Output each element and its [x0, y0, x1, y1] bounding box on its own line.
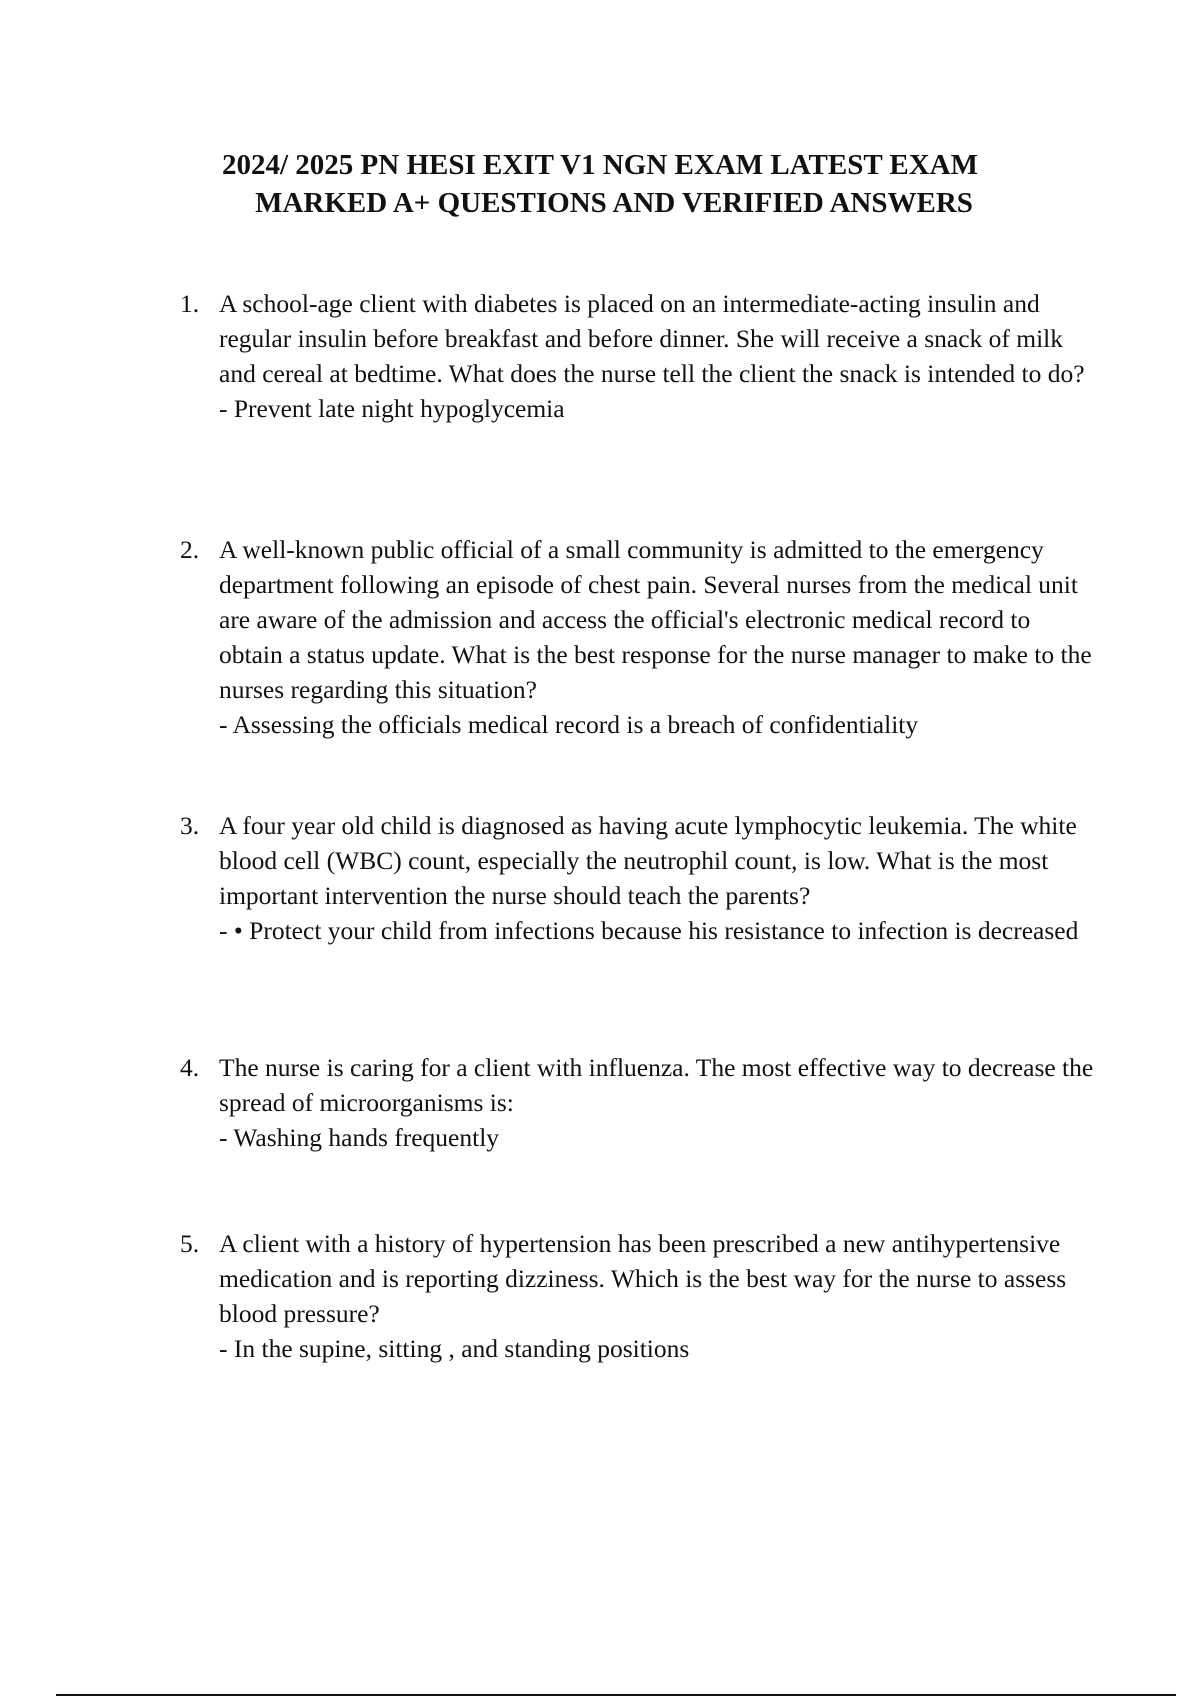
- answer-text: - Assessing the officials medical record is a breach of confidentiality: [219, 710, 919, 739]
- question-body: [219, 808, 1100, 948]
- question-number: 3.: [180, 811, 200, 840]
- answer-text: - Prevent late night hypoglycemia: [219, 394, 565, 423]
- question-body: [219, 532, 1100, 742]
- answer-text: - In the supine, sitting , and standing positions: [219, 1334, 690, 1363]
- question-item-4: [180, 1050, 1100, 1155]
- question-item-1: [180, 286, 1100, 426]
- title-line-1: 2024/ 2025 PN HESI EXIT V1 NGN EXAM LATEST EXAM: [222, 149, 978, 181]
- answer-text: - Washing hands frequently: [219, 1123, 500, 1152]
- question-body: [219, 1050, 1100, 1155]
- question-body: [219, 286, 1100, 426]
- answer-text: - • Protect your child from infections because his resistance to infection is decreased: [219, 916, 1079, 945]
- footer-divider: [56, 1694, 1176, 1696]
- question-item-2: [180, 532, 1100, 742]
- question-text: A client with a history of hypertension has been prescribed a new antihypertensive medication and is reporting dizziness. Which is the best way for the nurse to assess blood pressure?: [219, 1229, 1067, 1328]
- question-item-3: [180, 808, 1100, 948]
- title-line-2: MARKED A+ QUESTIONS AND VERIFIED ANSWERS: [255, 187, 973, 219]
- question-text: A school-age client with diabetes is placed on an intermediate-acting insulin and regular insulin before breakfast and before dinner. She will receive a snack of milk and cereal at bedtime. What does the nurse tell the client the snack is intended to do?: [219, 289, 1085, 388]
- question-number: 4.: [180, 1053, 200, 1082]
- question-number: 2.: [180, 535, 200, 564]
- question-text: A four year old child is diagnosed as having acute lymphocytic leukemia. The white blood cell (WBC) count, especially the neutrophil count, is low. What is the most important intervention the nurse should teach the parents?: [219, 811, 1077, 910]
- question-number: 1.: [180, 289, 200, 318]
- question-body: [219, 1226, 1100, 1366]
- question-item-5: [180, 1226, 1100, 1366]
- question-number: 5.: [180, 1229, 200, 1258]
- question-text: The nurse is caring for a client with influenza. The most effective way to decrease the spread of microorganisms is:: [219, 1053, 1094, 1117]
- document-title: [0, 146, 1200, 222]
- question-text: A well-known public official of a small community is admitted to the emergency department following an episode of chest pain. Several nurses from the medical unit are aware of the admission and access the official's electronic medical record to obtain a status update. What is the best response for the nurse manager to make to the nurses regarding this situation?: [219, 535, 1092, 704]
